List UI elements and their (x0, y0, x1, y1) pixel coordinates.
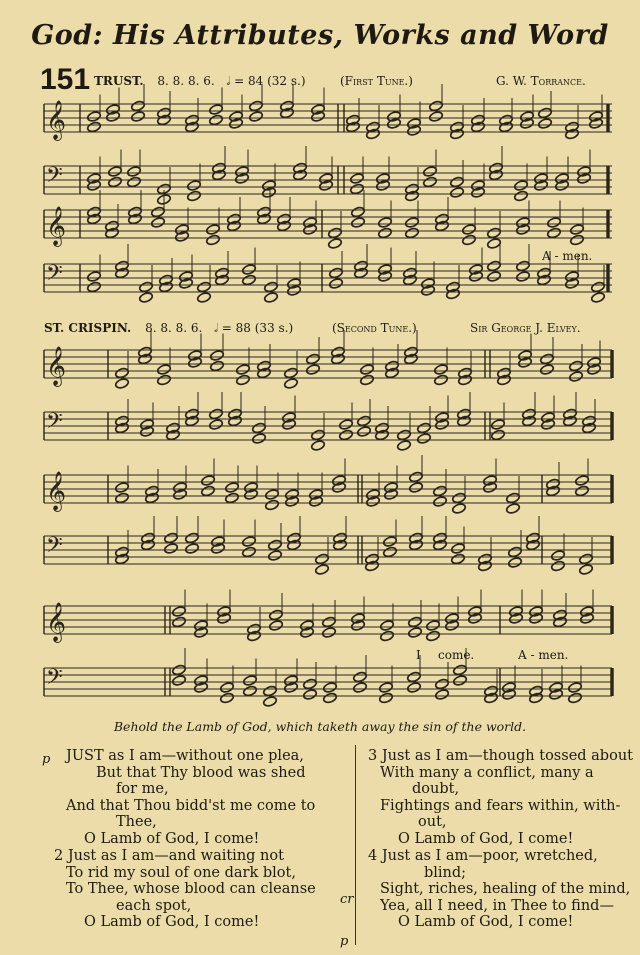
first-tune-tempo: = 84 (32 s.) (234, 74, 306, 88)
first-tune-name: TRUST. (94, 74, 144, 88)
verse-3 (368, 748, 636, 847)
notehead (568, 682, 583, 694)
notehead (206, 224, 221, 236)
notehead (551, 560, 566, 572)
notehead (379, 692, 394, 704)
second-tune-meter: 8. 8. 8. 6. (145, 321, 203, 335)
notehead (157, 374, 172, 386)
notehead (187, 190, 202, 202)
notehead (383, 546, 398, 558)
treble-clef-icon: 𝄞 (46, 471, 67, 511)
notehead (197, 281, 212, 293)
notehead (108, 176, 123, 188)
notehead (131, 111, 146, 123)
notehead (491, 429, 506, 441)
notehead (353, 671, 368, 683)
notehead (429, 100, 444, 112)
bass-clef-icon: 𝄢 (46, 163, 63, 193)
notehead (397, 429, 412, 441)
dynamic-cr: cr (340, 892, 354, 907)
notehead (172, 616, 187, 628)
notehead (303, 678, 318, 690)
notehead (508, 557, 523, 569)
verse-line: JUST as I am—without one plea, (66, 748, 304, 764)
verse-2 (54, 848, 344, 931)
notehead (506, 503, 521, 515)
notehead (417, 433, 432, 445)
notehead (551, 550, 566, 562)
notehead (172, 606, 187, 618)
verse-line: O Lamb of God, I come! (398, 914, 574, 930)
notehead (397, 440, 412, 452)
verse-line: O Lamb of God, I come! (84, 914, 260, 930)
verse-line: 3 Just as I am—though tossed about (368, 748, 633, 764)
notehead (306, 364, 321, 376)
notehead (209, 114, 224, 126)
notehead (575, 475, 590, 487)
notehead (87, 111, 102, 123)
notehead (339, 429, 354, 441)
notehead (284, 367, 299, 379)
treble-clef-icon: 𝄞 (46, 346, 67, 386)
notehead (236, 374, 251, 386)
notehead (508, 546, 523, 558)
notehead (423, 176, 438, 188)
treble-clef-icon: 𝄞 (46, 206, 67, 246)
notehead (579, 564, 594, 576)
notehead (220, 682, 235, 694)
treble-clef-icon: 𝄞 (46, 602, 67, 642)
notehead (209, 419, 224, 431)
verse-line: doubt, (412, 781, 460, 797)
notehead (268, 550, 283, 562)
bass-clef-icon: 𝄢 (46, 665, 63, 695)
notehead (243, 675, 258, 687)
notehead (87, 281, 102, 293)
notehead (434, 364, 449, 376)
crispin-amen-lyric: A - men. (518, 648, 569, 662)
notehead (242, 546, 257, 558)
notehead (433, 496, 448, 508)
notehead (591, 292, 606, 304)
notehead (185, 532, 200, 544)
notehead (380, 630, 395, 642)
notehead (435, 678, 450, 690)
notehead (185, 543, 200, 555)
verse-1 (66, 748, 346, 847)
notehead (380, 620, 395, 632)
notehead (487, 238, 502, 250)
notehead (434, 374, 449, 386)
notehead (263, 685, 278, 697)
notehead (378, 227, 393, 239)
verse-line: To rid my soul of one dark blot, (66, 864, 296, 881)
notehead (516, 260, 531, 272)
verse-line: 4 Just as I am—poor, wretched, (368, 848, 598, 864)
first-tune-meter: 8. 8. 8. 6. (157, 74, 215, 88)
hymn-number: 151 (40, 63, 91, 96)
notehead (131, 100, 146, 112)
verse-line: And that Thou bidd'st me come to (66, 797, 316, 814)
notehead (252, 422, 267, 434)
verse-line: for me, (116, 781, 169, 797)
notehead (570, 224, 585, 236)
notehead (115, 482, 130, 494)
bass-clef-icon: 𝄢 (46, 261, 63, 291)
notehead (243, 685, 258, 697)
notehead (269, 609, 284, 621)
notehead (538, 118, 553, 130)
notehead (209, 104, 224, 116)
notehead (265, 499, 280, 511)
notehead (450, 176, 465, 188)
notehead (514, 190, 529, 202)
notehead (322, 627, 337, 639)
verse-line: Sight, riches, healing of the mind, (380, 881, 631, 897)
notehead (379, 682, 394, 694)
notehead (408, 616, 423, 628)
notehead (284, 378, 299, 390)
verse-line: To Thee, whose blood can cleanse (66, 881, 316, 897)
notehead (514, 180, 529, 192)
second-tune-name: ST. CRISPIN. (44, 321, 132, 335)
notehead (328, 238, 343, 250)
notehead (201, 485, 216, 497)
notehead (315, 553, 330, 565)
verse-line: With many a conflict, many a (380, 764, 594, 781)
notehead (433, 485, 448, 497)
notehead (350, 183, 365, 195)
notehead (268, 539, 283, 551)
notehead (429, 111, 444, 123)
notehead (127, 176, 142, 188)
scripture-quote: Behold the Lamb of God, which taketh away the sin of the world. (113, 719, 527, 734)
notehead (87, 121, 102, 133)
notehead (151, 217, 166, 229)
notehead (409, 482, 424, 494)
notehead (516, 271, 531, 283)
notehead (407, 682, 422, 694)
notehead (127, 166, 142, 178)
notehead (383, 536, 398, 548)
notehead (263, 696, 278, 708)
second-tune-label: (Second Tune.) (332, 321, 417, 335)
notehead (252, 433, 267, 445)
notehead (547, 227, 562, 239)
crispin-come-lyric: come. (438, 648, 475, 662)
notehead (115, 367, 130, 379)
notehead (350, 173, 365, 185)
notehead (329, 278, 344, 290)
notehead (249, 100, 264, 112)
notehead (452, 503, 467, 515)
notehead (264, 281, 279, 293)
notehead (451, 543, 466, 555)
verse-line: But that Thy blood was shed (96, 764, 306, 781)
notehead (306, 353, 321, 365)
notehead (407, 671, 422, 683)
notehead (139, 292, 154, 304)
half-note-icon: 𝅗𝅥 (226, 74, 231, 88)
notehead (426, 620, 441, 632)
notehead (315, 564, 330, 576)
notehead (351, 217, 366, 229)
notehead (417, 422, 432, 434)
notehead (225, 492, 240, 504)
notehead (569, 371, 584, 383)
notehead (409, 471, 424, 483)
second-tune-tempo: = 88 (33 s.) (221, 321, 294, 335)
notehead (408, 627, 423, 639)
notehead (579, 553, 594, 565)
notehead (570, 234, 585, 246)
notehead (328, 227, 343, 239)
notehead (339, 419, 354, 431)
notehead (242, 264, 257, 276)
notehead (108, 166, 123, 178)
verse-line: Thee, (116, 814, 157, 830)
notehead (206, 234, 221, 246)
verse-line: each spot, (116, 897, 192, 914)
notehead (249, 111, 264, 123)
notehead (242, 274, 257, 286)
notehead (540, 364, 555, 376)
notehead (115, 378, 130, 390)
notehead (303, 689, 318, 701)
notehead (538, 107, 553, 119)
notehead (264, 292, 279, 304)
notehead (164, 532, 179, 544)
page-title: God: His Attributes, Works and Word (31, 20, 609, 51)
notehead (151, 206, 166, 218)
notehead (452, 492, 467, 504)
first-tune-label: (First Tune.) (340, 74, 413, 88)
notehead (269, 620, 284, 632)
notehead (265, 489, 280, 501)
notehead (87, 271, 102, 283)
notehead (450, 187, 465, 199)
notehead (451, 553, 466, 565)
first-tune-composer: G. W. Torrance. (496, 74, 586, 88)
notehead (220, 692, 235, 704)
notehead (487, 227, 502, 239)
notehead (311, 429, 326, 441)
notehead (322, 616, 337, 628)
verse-line: O Lamb of God, I come! (84, 830, 260, 847)
notehead (487, 260, 502, 272)
notehead (568, 692, 583, 704)
notehead (164, 543, 179, 555)
notehead (453, 664, 468, 676)
second-tune-composer: Sir George J. Elvey. (470, 321, 581, 335)
notehead (242, 536, 257, 548)
notehead (323, 692, 338, 704)
crispin-i-lyric: I (416, 648, 421, 662)
notehead (187, 180, 202, 192)
notehead (357, 415, 372, 427)
notehead (311, 440, 326, 452)
notehead (197, 292, 212, 304)
notehead (157, 364, 172, 376)
notehead (201, 475, 216, 487)
notehead (360, 364, 375, 376)
verse-line: Fightings and fears within, with- (380, 797, 621, 814)
notehead (357, 426, 372, 438)
notehead (236, 364, 251, 376)
notehead (353, 682, 368, 694)
notehead (453, 675, 468, 687)
notehead (210, 350, 225, 362)
notehead (329, 267, 344, 279)
notehead (172, 664, 187, 676)
notehead (209, 408, 224, 420)
dynamic-p: p (340, 934, 349, 949)
verse-4 (368, 848, 636, 931)
notehead (115, 492, 130, 504)
notehead (435, 689, 450, 701)
notehead (426, 630, 441, 642)
notehead (591, 281, 606, 293)
notehead (575, 485, 590, 497)
verse-line: 2 Just as I am—and waiting not (54, 848, 284, 864)
notehead (139, 281, 154, 293)
notehead (378, 217, 393, 229)
bass-clef-icon: 𝄢 (46, 409, 63, 439)
notehead (210, 360, 225, 372)
notehead (225, 482, 240, 494)
verse-line: Yea, all I need, in Thee to find— (380, 897, 614, 914)
verse-line: out, (418, 814, 447, 830)
column-divider (355, 745, 356, 945)
notehead (351, 206, 366, 218)
notehead (540, 353, 555, 365)
notehead (547, 217, 562, 229)
notehead (405, 227, 420, 239)
notehead (423, 166, 438, 178)
verse-line: blind; (424, 864, 467, 881)
notehead (487, 271, 502, 283)
bass-clef-icon: 𝄢 (46, 533, 63, 563)
notehead (462, 224, 477, 236)
verse-line: O Lamb of God, I come! (398, 830, 574, 847)
notehead (506, 492, 521, 504)
notehead (172, 675, 187, 687)
half-note-icon: 𝅗𝅥 (214, 321, 218, 335)
notehead (569, 360, 584, 372)
notehead (323, 682, 338, 694)
notehead (405, 217, 420, 229)
dynamic-p: p (42, 752, 51, 767)
treble-clef-icon: 𝄞 (46, 100, 67, 140)
notehead (491, 419, 506, 431)
notehead (360, 374, 375, 386)
notehead (462, 234, 477, 246)
trust-amen-lyric: A - men. (542, 249, 593, 263)
